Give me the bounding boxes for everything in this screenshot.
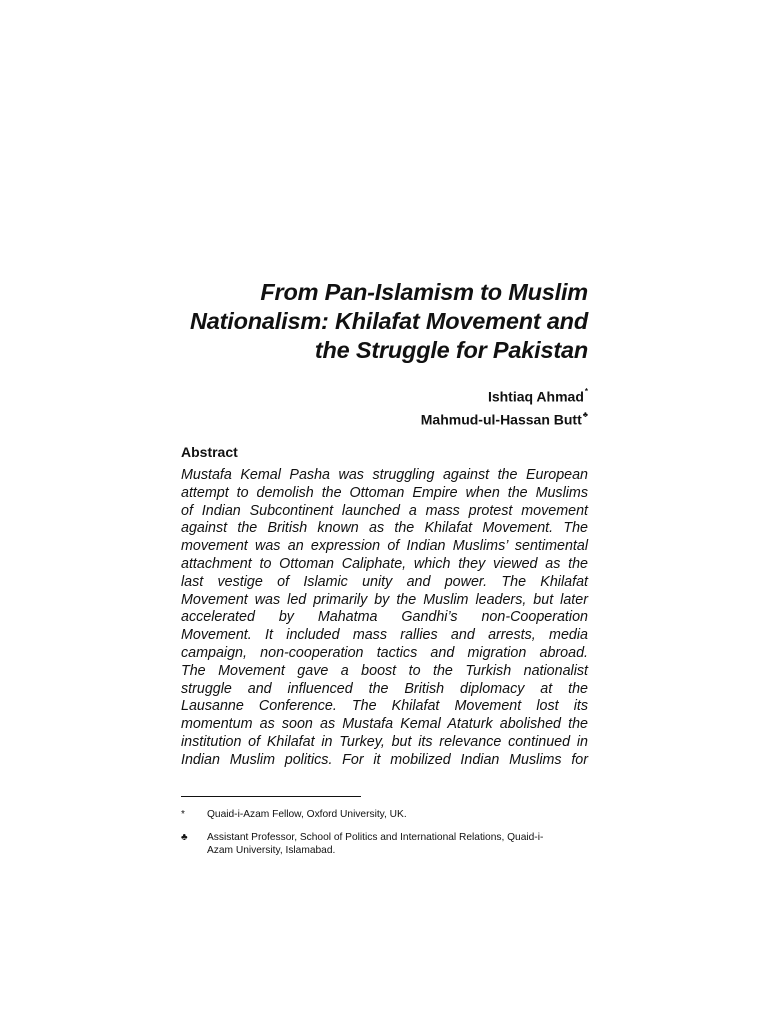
author-footnote-mark: ♣: [582, 409, 588, 419]
abstract-line: Mustafa Kemal Pasha was struggling against the European: [181, 467, 588, 483]
author-name: Ishtiaq Ahmad: [487, 388, 584, 405]
author-footnote-mark: *: [584, 387, 588, 396]
footnote-line: Azam University, Islamabad.: [207, 845, 336, 856]
author-mahmud-ul-hassan-butt: [300, 407, 588, 430]
abstract-line: attachment to Ottoman Caliphate, which they viewed as the: [181, 555, 588, 572]
footnote-line: Quaid-i-Azam Fellow, Oxford University, UK.: [207, 809, 407, 820]
title-line: Nationalism: Khilafat Movement and: [190, 308, 588, 334]
abstract-line: Indian Muslim politics. For it mobilized Indian Muslims for: [181, 751, 588, 768]
author-name: Mahmud-ul-Hassan Butt: [420, 411, 582, 428]
abstract-line: Movement. It included mass rallies and arrests, media: [181, 627, 588, 644]
title-line: From Pan-Islamism to Muslim: [260, 279, 588, 305]
footnote-text: [207, 808, 588, 821]
paper-title: [150, 278, 588, 365]
abstract-line: institution of Khilafat in Turkey, but its relevance continued in: [181, 733, 588, 750]
abstract-line: Lausanne Conference. The Khilafat Movement lost its: [181, 698, 588, 715]
author-list: [300, 384, 588, 429]
footnote-line: Assistant Professor, School of Politics and International Relations, Quaid-i-: [207, 832, 544, 843]
abstract-body: [181, 467, 588, 770]
abstract-line: against the British known as the Khilafat Movement. The: [181, 520, 588, 537]
footnote-separator: [181, 796, 361, 797]
author-ishtiaq-ahmad: [300, 384, 588, 407]
abstract-line: last vestige of Islamic unity and power. The Khilafat: [181, 573, 588, 590]
abstract-line: momentum as soon as Mustafa Kemal Ataturk abolished the: [181, 716, 588, 733]
abstract-line: of Indian Subcontinent launched a mass protest movement: [181, 502, 588, 519]
footnote-mark: *: [181, 809, 185, 820]
abstract-line: Movement was led primarily by the Muslim leaders, but later: [181, 591, 588, 608]
title-line: the Struggle for Pakistan: [314, 337, 588, 363]
abstract-line: struggle and influenced the British diplomacy at the: [181, 680, 588, 697]
footnote-mark: ♣: [181, 832, 188, 843]
abstract-line: movement was an expression of Indian Muslims’ sentimental: [181, 538, 588, 555]
abstract-heading: Abstract: [181, 444, 238, 460]
abstract-line: accelerated by Mahatma Gandhi’s non-Cooperation: [181, 609, 588, 626]
abstract-line: attempt to demolish the Ottoman Empire when the Muslims: [181, 484, 588, 501]
footnote-text: [207, 831, 588, 857]
abstract-line: campaign, non-cooperation tactics and migration abroad.: [181, 644, 588, 661]
abstract-line: The Movement gave a boost to the Turkish nationalist: [181, 662, 588, 679]
